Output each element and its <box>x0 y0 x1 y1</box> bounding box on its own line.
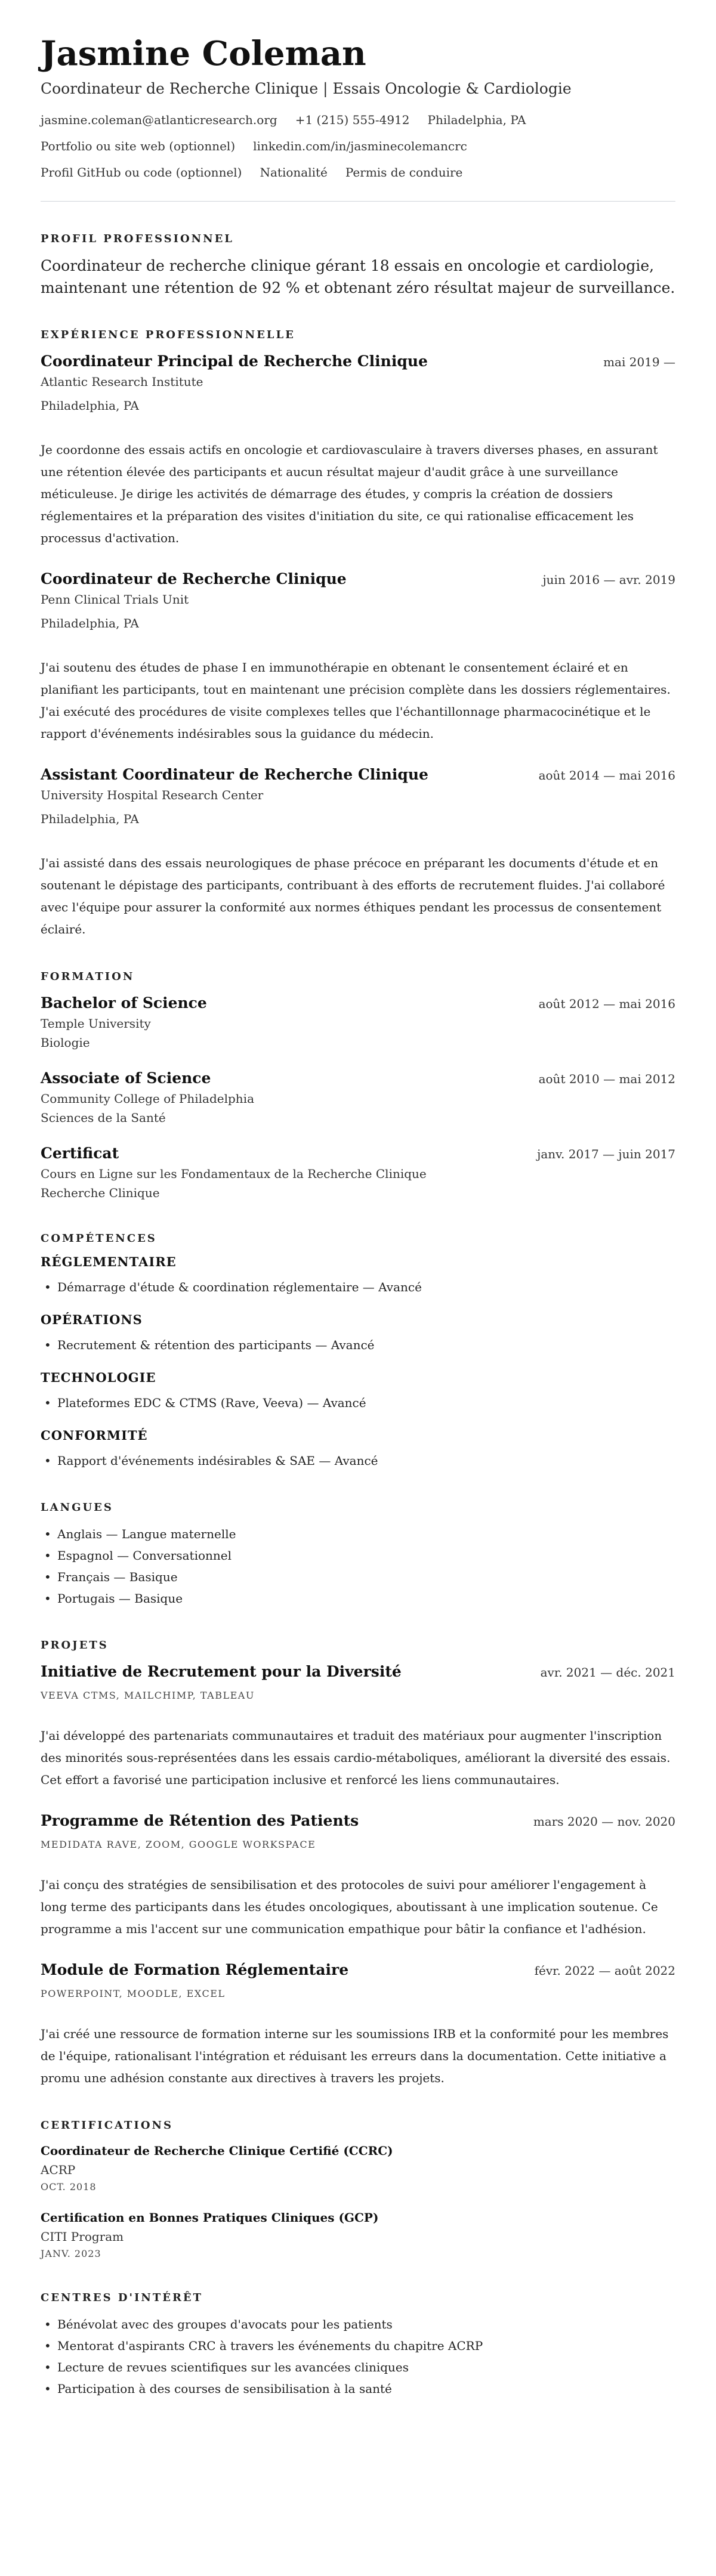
project-name: Initiative de Recrutement pour la Diversité <box>41 1662 402 1680</box>
certifications-section <box>41 2119 675 2262</box>
summary-heading: PROFIL PROFESSIONNEL <box>41 232 234 245</box>
project-name: Module de Formation Réglementaire <box>41 1960 349 1978</box>
language-list <box>41 1523 675 1609</box>
education-item <box>41 1068 675 1127</box>
education-item <box>41 1143 675 1202</box>
candidate-headline: Coordinateur de Recherche Clinique | Essais Oncologie & Cardiologie <box>41 79 572 97</box>
field-of-study: Sciences de la Santé <box>41 1110 166 1125</box>
languages-section <box>41 1501 675 1609</box>
skill-group <box>41 1254 675 1298</box>
job-company: Penn Clinical Trials Unit <box>41 592 189 607</box>
skill-item: • Rapport d'événements indésirables & SAE — Avancé <box>41 1450 675 1471</box>
interest-item: • Mentorat d'aspirants CRC à travers les événements du chapitre ACRP <box>41 2335 675 2357</box>
skills-section <box>41 1232 675 1471</box>
project-item <box>41 1661 675 1791</box>
project-item-head <box>41 1810 675 1832</box>
education-item-head <box>41 992 675 1014</box>
education-item-head <box>41 1143 675 1164</box>
education-item <box>41 992 675 1052</box>
project-item <box>41 1959 675 2089</box>
certification-name: Coordinateur de Recherche Clinique Certifié (CCRC) <box>41 2143 393 2158</box>
project-tech: MEDIDATA RAVE, ZOOM, GOOGLE WORKSPACE <box>41 1838 316 1850</box>
degree-dates: janv. 2017 — juin 2017 <box>537 1146 675 1161</box>
job-dates: juin 2016 — avr. 2019 <box>542 572 675 587</box>
degree-dates: août 2012 — mai 2016 <box>538 996 675 1011</box>
skill-item: • Recrutement & rétention des participants — Avancé <box>41 1334 675 1356</box>
skill-item: • Plateformes EDC & CTMS (Rave, Veeva) — Avancé <box>41 1392 675 1414</box>
experience-item <box>41 568 675 745</box>
job-description: J'ai assisté dans des essais neurologiques de phase précoce en préparant les documents d'étude et en soutenant le dépistage des participants, contribuant à des efforts de recrutement fluides. J'ai collaboré avec l'équipe pour assurer la conformité aux normes éthiques pendant les processus de consentement éclairé. <box>41 855 665 936</box>
school-name: Cours en Ligne sur les Fondamentaux de la Recherche Clinique <box>41 1166 427 1181</box>
skill-list <box>41 1450 675 1471</box>
job-dates: août 2014 — mai 2016 <box>538 768 675 783</box>
experience-item <box>41 351 675 549</box>
project-description: J'ai conçu des stratégies de sensibilisation et des protocoles de suivi pour améliorer l'engagement à long terme des participants dans les études oncologiques, aboutissant à une implication soutenue. Ce programme a mis l'accent sur une communication empathique pour bâtir la confiance et l'adhésion. <box>41 1877 658 1936</box>
skill-item: • Démarrage d'étude & coordination réglementaire — Avancé <box>41 1276 675 1298</box>
project-item-head <box>41 1661 675 1683</box>
contact-portfolio[interactable]: Portfolio ou site web (optionnel) <box>41 138 236 153</box>
language-item: • Portugais — Basique <box>41 1588 675 1609</box>
certification-item <box>41 2141 675 2195</box>
interest-list <box>41 2314 675 2399</box>
language-item: • Français — Basique <box>41 1566 675 1588</box>
skills-heading: COMPÉTENCES <box>41 1232 157 1245</box>
contact-github[interactable]: Profil GitHub ou code (optionnel) <box>41 165 242 180</box>
school-name: Temple University <box>41 1016 151 1031</box>
skill-group <box>41 1428 675 1471</box>
skill-group-title: RÉGLEMENTAIRE <box>41 1254 177 1269</box>
project-item-head <box>41 1959 675 1981</box>
job-location: Philadelphia, PA <box>41 398 139 413</box>
certifications-heading: CERTIFICATIONS <box>41 2119 173 2132</box>
interest-item: • Lecture de revues scientifiques sur les avancées cliniques <box>41 2357 675 2378</box>
education-item-head <box>41 1068 675 1089</box>
contact-location: Philadelphia, PA <box>427 112 526 127</box>
experience-section <box>41 329 675 941</box>
degree-title: Associate of Science <box>41 1069 211 1087</box>
education-section <box>41 970 675 1202</box>
project-dates: avr. 2021 — déc. 2021 <box>540 1665 675 1680</box>
certification-issuer: ACRP <box>41 2162 76 2177</box>
project-item <box>41 1810 675 1940</box>
candidate-name: Jasmine Coleman <box>41 34 366 73</box>
experience-item-head <box>41 764 675 786</box>
degree-dates: août 2010 — mai 2012 <box>538 1071 675 1086</box>
header-divider <box>41 201 675 202</box>
project-description: J'ai développé des partenariats communautaires et traduit des matériaux pour augmenter l'inscription des minorités sous-représentées dans les essais cardio-métaboliques, améliorant la diversité des essais. Cet effort a favorisé une participation inclusive et renforcé les liens communautaires. <box>41 1728 671 1787</box>
summary-text: Coordinateur de recherche clinique gérant 18 essais en oncologie et cardiologie, maintenant une rétention de 92 % et obtenant zéro résultat majeur de surveillance. <box>41 256 675 296</box>
project-tech: VEEVA CTMS, MAILCHIMP, TABLEAU <box>41 1689 255 1701</box>
job-location: Philadelphia, PA <box>41 811 139 826</box>
skill-list <box>41 1334 675 1356</box>
skill-group <box>41 1370 675 1414</box>
interest-item: • Participation à des courses de sensibilisation à la santé <box>41 2378 675 2399</box>
project-name: Programme de Rétention des Patients <box>41 1811 359 1829</box>
job-title: Coordinateur de Recherche Clinique <box>41 570 347 587</box>
experience-item-head <box>41 568 675 590</box>
experience-item-head <box>41 351 675 372</box>
degree-title: Bachelor of Science <box>41 994 207 1012</box>
job-company: University Hospital Research Center <box>41 787 264 802</box>
contact-row-primary <box>41 113 675 127</box>
summary-section <box>41 233 675 299</box>
skill-list <box>41 1392 675 1414</box>
certification-issuer: CITI Program <box>41 2229 124 2244</box>
project-dates: mars 2020 — nov. 2020 <box>533 1814 675 1829</box>
language-item: • Espagnol — Conversationnel <box>41 1545 675 1566</box>
project-tech: POWERPOINT, MOODLE, EXCEL <box>41 1987 226 1999</box>
interests-section <box>41 2292 675 2399</box>
school-name: Community College of Philadelphia <box>41 1091 254 1106</box>
job-description: J'ai soutenu des études de phase I en immunothérapie en obtenant le consentement éclairé et en planifiant les participants, tout en maintenant une précision complète dans les dossiers réglementaires. J'ai exécuté des procédures de visite complexes telles que l'échantillonnage pharmacocinétique et le rapport d'événements indésirables sous la guidance du médecin. <box>41 660 671 741</box>
field-of-study: Biologie <box>41 1035 90 1050</box>
contact-license: Permis de conduire <box>345 165 463 180</box>
interests-heading: CENTRES D'INTÉRÊT <box>41 2291 203 2304</box>
skill-group <box>41 1312 675 1356</box>
projects-heading: PROJETS <box>41 1638 109 1652</box>
experience-item <box>41 764 675 941</box>
degree-title: Certificat <box>41 1144 119 1162</box>
project-dates: févr. 2022 — août 2022 <box>534 1963 675 1978</box>
contact-nationality: Nationalité <box>260 165 328 180</box>
contact-row-links <box>41 139 675 153</box>
certification-name: Certification en Bonnes Pratiques Cliniques (GCP) <box>41 2210 379 2225</box>
certification-date: JANV. 2023 <box>41 2247 101 2259</box>
resume-header <box>41 36 675 180</box>
skill-group-title: OPÉRATIONS <box>41 1312 143 1327</box>
contact-email[interactable]: jasmine.coleman@atlanticresearch.org <box>41 112 277 127</box>
skill-group-title: CONFORMITÉ <box>41 1427 148 1443</box>
job-location: Philadelphia, PA <box>41 616 139 630</box>
job-title: Assistant Coordinateur de Recherche Clinique <box>41 765 428 783</box>
contact-row-extra <box>41 165 675 180</box>
certification-item <box>41 2208 675 2262</box>
experience-heading: EXPÉRIENCE PROFESSIONNELLE <box>41 328 295 341</box>
education-heading: FORMATION <box>41 970 135 983</box>
languages-heading: LANGUES <box>41 1501 113 1514</box>
skill-group-title: TECHNOLOGIE <box>41 1369 156 1385</box>
job-dates: mai 2019 — <box>603 354 675 369</box>
contact-phone[interactable]: +1 (215) 555-4912 <box>295 112 410 127</box>
certification-date: OCT. 2018 <box>41 2181 97 2192</box>
interest-item: • Bénévolat avec des groupes d'avocats pour les patients <box>41 2314 675 2335</box>
field-of-study: Recherche Clinique <box>41 1185 160 1200</box>
skill-list <box>41 1276 675 1298</box>
job-title: Coordinateur Principal de Recherche Clinique <box>41 352 428 370</box>
job-company: Atlantic Research Institute <box>41 374 203 389</box>
language-item: • Anglais — Langue maternelle <box>41 1523 675 1545</box>
project-description: J'ai créé une ressource de formation interne sur les soumissions IRB et la conformité pour les membres de l'équipe, rationalisant l'intégration et réduisant les erreurs dans la documentation. Cette initiative a promu une adhésion constante aux directives à travers les projets. <box>41 2026 669 2085</box>
job-description: Je coordonne des essais actifs en oncologie et cardiovasculaire à travers diverses phases, en assurant une rétention élevée des participants et aucun résultat majeur d'audit grâce à une surveillance méticuleuse. Je dirige les activités de démarrage des études, y compris la création de dossiers réglementaires et la préparation des visites d'initiation du site, ce qui rationalise efficacement les processus d'activation. <box>41 442 658 545</box>
contact-linkedin[interactable]: linkedin.com/in/jasminecolemancrc <box>253 138 467 153</box>
projects-section <box>41 1639 675 2089</box>
